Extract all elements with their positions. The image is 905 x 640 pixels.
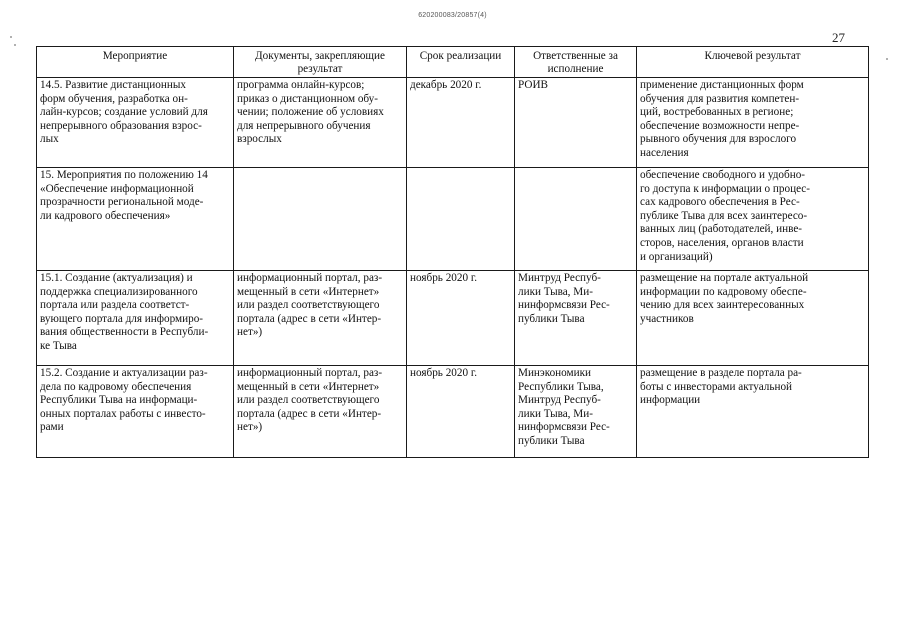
cell-responsible: Минэкономики Республики Тыва, Минтруд Респуб- лики Тыва, Ми- нинформсвязи Рес- публики Тыва: [515, 366, 637, 458]
scan-speck: [886, 58, 888, 60]
column-header-responsible: Ответственные за исполнение: [515, 47, 637, 78]
column-header-measure: Мероприятие: [37, 47, 234, 78]
page-number: 27: [832, 30, 845, 45]
column-header-documents: Документы, закрепляющие результат: [234, 47, 407, 78]
cell-key-result: применение дистанционных форм обучения для развития компетен- ций, востребованных в регионе; обеспечение возможности непре- рывного обучения для взрослого населения: [637, 78, 869, 168]
column-header-key-result: Ключевой результат: [637, 47, 869, 78]
table-row: [37, 366, 869, 458]
cell-measure: 15. Мероприятия по положению 14 «Обеспечение информационной прозрачности региональной моде- ли кадрового обеспечения»: [37, 168, 234, 271]
cell-responsible: [515, 168, 637, 271]
cell-documents: информационный портал, раз- мещенный в сети «Интернет» или раздел соответствующего портала (адрес в сети «Интер- нет»): [234, 366, 407, 458]
table-row: [37, 168, 869, 271]
measures-table: [36, 46, 869, 458]
cell-responsible: Минтруд Респуб- лики Тыва, Ми- нинформсвязи Рес- публики Тыва: [515, 271, 637, 366]
scan-speck: [14, 44, 16, 46]
cell-measure: 15.1. Создание (актуализация) и поддержка специализированного портала или раздела соответст- вующего портала для информиро- вания общественности в Республи- ке Тыва: [37, 271, 234, 366]
table-header-row: [37, 47, 869, 78]
cell-documents: программа онлайн-курсов; приказ о дистанционном обу- чении; положение об условиях для непрерывного обучения взрослых: [234, 78, 407, 168]
scan-speck: [10, 36, 12, 38]
cell-documents: [234, 168, 407, 271]
cell-measure: 15.2. Создание и актуализации раз- дела по кадровому обеспечения Республики Тыва на информаци- онных порталах работы с инвесто- рами: [37, 366, 234, 458]
cell-deadline: декабрь 2020 г.: [407, 78, 515, 168]
table-row: [37, 271, 869, 366]
table-row: [37, 78, 869, 168]
cell-key-result: размещение на портале актуальной информации по кадровому обеспе- чению для всех заинтересованных участников: [637, 271, 869, 366]
column-header-deadline: Срок реализации: [407, 47, 515, 78]
cell-key-result: обеспечение свободного и удобно- го доступа к информации о процес- сах кадрового обеспечения в Рес- публике Тыва для всех заинтересо- ванных лиц (работодателей, инве- сторов, населения, органов власти и организаций): [637, 168, 869, 271]
cell-deadline: [407, 168, 515, 271]
document-id: 620200083/20857(4): [418, 12, 487, 19]
cell-deadline: ноябрь 2020 г.: [407, 366, 515, 458]
cell-documents: информационный портал, раз- мещенный в сети «Интернет» или раздел соответствующего портала (адрес в сети «Интер- нет»): [234, 271, 407, 366]
cell-deadline: ноябрь 2020 г.: [407, 271, 515, 366]
cell-key-result: размещение в разделе портала ра- боты с инвесторами актуальной информации: [637, 366, 869, 458]
cell-measure: 14.5. Развитие дистанционных форм обучения, разработка он- лайн-курсов; создание условий для непрерывного образования взрос- лых: [37, 78, 234, 168]
cell-responsible: РОИВ: [515, 78, 637, 168]
